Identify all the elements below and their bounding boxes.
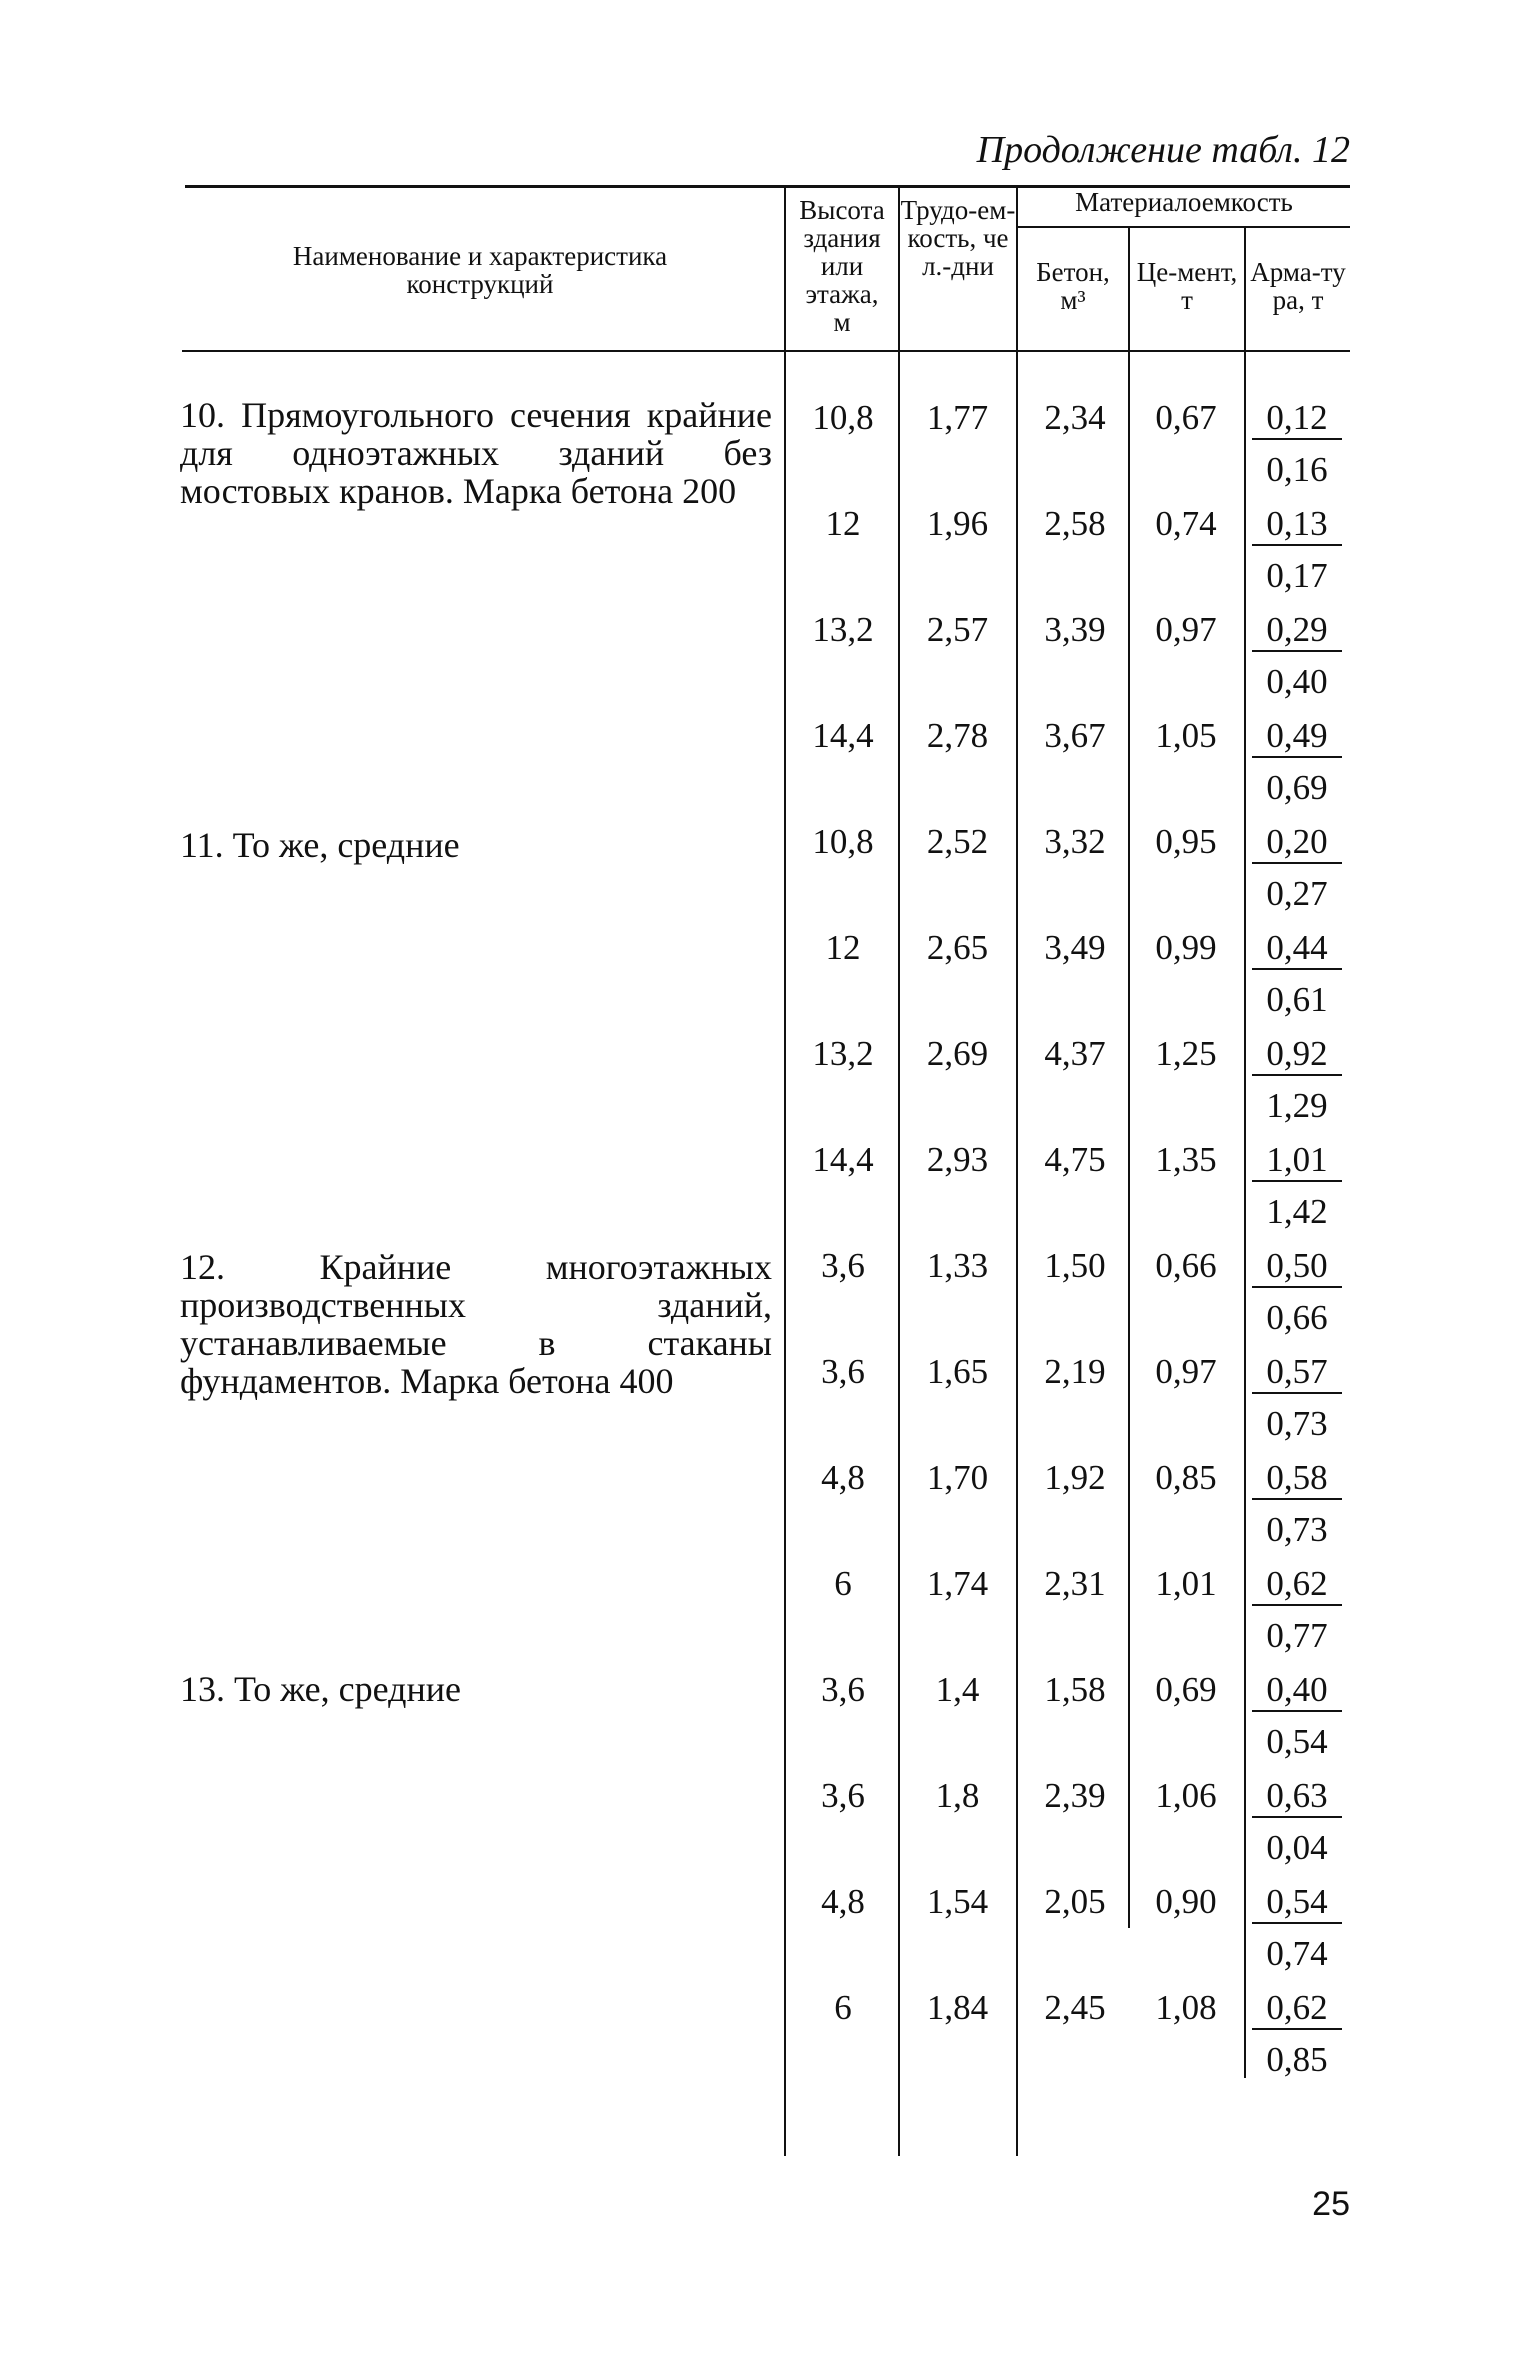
cell-cement: 1,06 — [1155, 1776, 1217, 1815]
cell-cement: 0,99 — [1155, 928, 1217, 967]
cell-height: 14,4 — [812, 716, 874, 755]
cell-labor: 1,33 — [926, 1246, 989, 1285]
cell-labor: 1,8 — [935, 1776, 980, 1815]
row-group-description: 11. То же, средние — [180, 825, 460, 865]
cell-height: 3,6 — [821, 1670, 865, 1709]
cell-labor: 2,93 — [926, 1140, 989, 1179]
cell-cement: 0,66 — [1155, 1246, 1217, 1285]
cell-height: 4,8 — [821, 1458, 865, 1497]
cell-rebar-top: 0,44 — [1252, 928, 1342, 970]
cell-concrete: 3,67 — [1044, 716, 1106, 755]
cell-rebar-top: 0,12 — [1252, 398, 1342, 440]
cell-concrete: 4,37 — [1044, 1034, 1106, 1073]
row-group-description: 13. То же, средние — [180, 1669, 461, 1709]
cell-labor: 1,65 — [926, 1352, 989, 1391]
cell-rebar-bottom: 0,77 — [1266, 1616, 1328, 1655]
cell-concrete: 3,32 — [1044, 822, 1106, 861]
cell-rebar-top: 0,62 — [1252, 1564, 1342, 1606]
cell-concrete: 3,39 — [1044, 610, 1106, 649]
cell-concrete: 4,75 — [1044, 1140, 1106, 1179]
cell-cement: 0,74 — [1155, 504, 1217, 543]
cell-rebar-bottom: 0,27 — [1266, 874, 1328, 913]
cell-rebar-bottom: 0,73 — [1266, 1510, 1328, 1549]
cell-labor: 1,74 — [926, 1564, 989, 1603]
cell-concrete: 2,19 — [1044, 1352, 1106, 1391]
header-name-column: Наименование и характеристика конструкций — [292, 241, 668, 299]
materials-group-rule — [1018, 226, 1350, 228]
cell-height: 10,8 — [812, 398, 874, 437]
cell-labor: 2,69 — [926, 1034, 989, 1073]
cell-rebar-bottom: 0,74 — [1266, 1934, 1328, 1973]
cell-height: 13,2 — [812, 610, 874, 649]
cell-rebar-bottom: 0,40 — [1266, 662, 1328, 701]
cell-rebar-bottom: 0,61 — [1266, 980, 1328, 1019]
cell-labor: 1,84 — [926, 1988, 989, 2027]
header-materials-group: Материалоемкость — [1075, 187, 1293, 217]
cell-height: 14,4 — [812, 1140, 874, 1179]
cell-rebar-bottom: 1,29 — [1266, 1086, 1328, 1125]
cell-rebar-top: 0,29 — [1252, 610, 1342, 652]
cell-rebar-bottom: 0,54 — [1266, 1722, 1328, 1761]
header-bottom-rule — [182, 350, 1350, 352]
header-cement-column: Це-мент, т — [1136, 257, 1238, 315]
cell-height: 10,8 — [812, 822, 874, 861]
cell-height: 13,2 — [812, 1034, 874, 1073]
cell-height: 12 — [825, 504, 861, 543]
header-concrete-column: Бетон, м³ — [1036, 257, 1110, 315]
cell-cement: 0,85 — [1155, 1458, 1217, 1497]
cell-rebar-top: 0,40 — [1252, 1670, 1342, 1712]
cell-cement: 0,97 — [1155, 610, 1217, 649]
column-rule — [1244, 228, 1246, 2078]
cell-cement: 1,25 — [1155, 1034, 1217, 1073]
cell-rebar-top: 0,50 — [1252, 1246, 1342, 1288]
cell-cement: 0,69 — [1155, 1670, 1217, 1709]
cell-rebar-bottom: 0,17 — [1266, 556, 1328, 595]
table-caption: Продолжение табл. 12 — [976, 129, 1350, 171]
header-labor-column: Трудо-ем-кость, чел.-дни — [900, 195, 1016, 281]
cell-height: 3,6 — [821, 1352, 865, 1391]
header-height-column: Высота здания или этажа, м — [799, 195, 885, 337]
header-rebar-column: Арма-тура, т — [1250, 257, 1346, 315]
cell-labor: 2,57 — [926, 610, 989, 649]
cell-rebar-bottom: 0,04 — [1266, 1828, 1328, 1867]
cell-cement: 0,95 — [1155, 822, 1217, 861]
cell-concrete: 1,58 — [1044, 1670, 1106, 1709]
cell-labor: 1,96 — [926, 504, 989, 543]
cell-labor: 1,77 — [926, 398, 989, 437]
cell-rebar-top: 0,58 — [1252, 1458, 1342, 1500]
cell-height: 4,8 — [821, 1882, 865, 1921]
cell-cement: 0,97 — [1155, 1352, 1217, 1391]
cell-concrete: 2,39 — [1044, 1776, 1106, 1815]
cell-rebar-top: 1,01 — [1252, 1140, 1342, 1182]
cell-rebar-top: 0,49 — [1252, 716, 1342, 758]
cell-cement: 1,01 — [1155, 1564, 1217, 1603]
cell-rebar-bottom: 0,85 — [1266, 2040, 1328, 2079]
cell-concrete: 2,58 — [1044, 504, 1106, 543]
cell-labor: 1,70 — [926, 1458, 989, 1497]
cell-rebar-bottom: 0,69 — [1266, 768, 1328, 807]
cell-cement: 0,90 — [1155, 1882, 1217, 1921]
cell-rebar-bottom: 0,66 — [1266, 1298, 1328, 1337]
cell-rebar-top: 0,57 — [1252, 1352, 1342, 1394]
cell-rebar-top: 0,54 — [1252, 1882, 1342, 1924]
cell-concrete: 2,05 — [1044, 1882, 1106, 1921]
cell-height: 6 — [834, 1988, 852, 2027]
cell-rebar-top: 0,20 — [1252, 822, 1342, 864]
cell-concrete: 2,31 — [1044, 1564, 1106, 1603]
cell-labor: 2,52 — [926, 822, 989, 861]
cell-concrete: 1,50 — [1044, 1246, 1106, 1285]
cell-cement: 0,67 — [1155, 398, 1217, 437]
cell-height: 3,6 — [821, 1246, 865, 1285]
cell-concrete: 1,92 — [1044, 1458, 1106, 1497]
cell-rebar-top: 0,63 — [1252, 1776, 1342, 1818]
cell-height: 12 — [825, 928, 861, 967]
cell-rebar-top: 0,62 — [1252, 1988, 1342, 2030]
cell-labor: 1,4 — [935, 1670, 980, 1709]
cell-rebar-bottom: 0,73 — [1266, 1404, 1328, 1443]
cell-height: 3,6 — [821, 1776, 865, 1815]
column-rule — [784, 186, 786, 2156]
cell-concrete: 3,49 — [1044, 928, 1106, 967]
row-group-description: 12. Крайние многоэтажных производственных зданий, устанавливаемые в стаканы фундаментов. Марка бетона 400 — [180, 1247, 772, 1401]
row-group-description: 10. Прямоугольного сечения крайние для одноэтажных зданий без мостовых кранов. Марка бетона 200 — [180, 395, 772, 511]
cell-labor: 2,65 — [926, 928, 989, 967]
cell-cement: 1,08 — [1155, 1988, 1217, 2027]
page-number: 25 — [1312, 2185, 1350, 2223]
cell-rebar-top: 0,92 — [1252, 1034, 1342, 1076]
cell-cement: 1,35 — [1155, 1140, 1217, 1179]
cell-concrete: 2,45 — [1044, 1988, 1106, 2027]
cell-concrete: 2,34 — [1044, 398, 1106, 437]
cell-rebar-bottom: 0,16 — [1266, 450, 1328, 489]
cell-rebar-bottom: 1,42 — [1266, 1192, 1328, 1231]
cell-rebar-top: 0,13 — [1252, 504, 1342, 546]
cell-labor: 1,54 — [926, 1882, 989, 1921]
cell-labor: 2,78 — [926, 716, 989, 755]
cell-cement: 1,05 — [1155, 716, 1217, 755]
column-rule — [1016, 186, 1018, 2156]
cell-height: 6 — [834, 1564, 852, 1603]
